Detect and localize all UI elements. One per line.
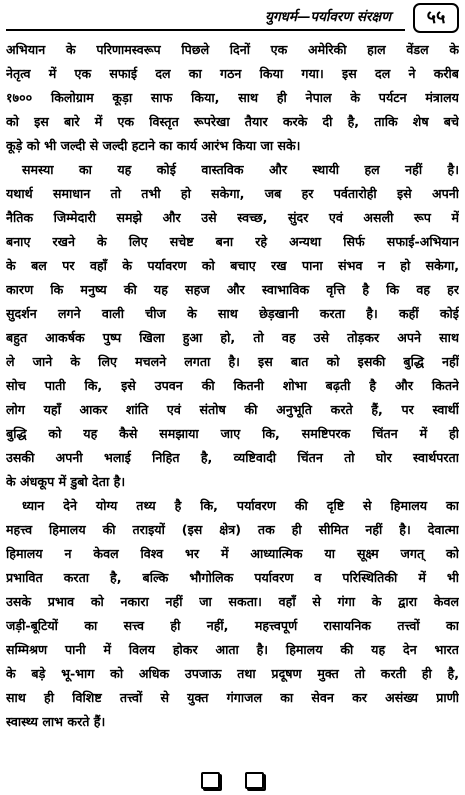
text-line-22: हिमालय न केवल विश्व भर में आध्यात्मिक या सूक्ष्म जगत् को xyxy=(6,546,459,561)
running-head: युगधर्म—पर्यावरण संरक्षण xyxy=(6,5,405,31)
square-ornament-icon xyxy=(201,772,220,789)
text-line-9: बनाए रखने के लिए सचेष्ट बना रहे अन्यथा सिर्फ सफाई-अभियान xyxy=(6,234,459,249)
text-line-20: ध्यान देने योग्य तथ्य है कि, पर्यावरण की दृष्टि से हिमालय का xyxy=(22,498,459,513)
text-line-25: जड़ी-बूटियों का सत्त्व ही नहीं, महत्त्वपूर्ण रासायनिक तत्त्वों का xyxy=(6,618,459,633)
page-header xyxy=(6,3,459,35)
text-line-21: महत्त्व हिमालय की तराइयों (इस क्षेत्र) तक ही सीमित नहीं है। देवात्मा xyxy=(6,522,459,537)
text-line-28: साथ ही विशिष्ट तत्त्वों से युक्त गंगाजल का सेवन कर असंख्य प्राणी xyxy=(6,690,459,705)
text-line-23: प्रभावित करता है, बल्कि भौगोलिक पर्यावरण व परिस्थितिकी में भी xyxy=(6,570,459,585)
text-line-15: सोच पाती कि, इसे उपवन की कितनी शोभा बढ़ती है और कितने xyxy=(6,378,459,393)
text-line-14: ले जाने के लिए मचलने लगता है। इस बात को इसकी बुद्धि नहीं xyxy=(6,354,459,369)
text-line-12: सुदर्शन लगने वाली चीज के साथ छेड़खानी करता है। कहीं कोई xyxy=(6,306,459,321)
page-footer xyxy=(0,770,465,790)
text-line-26: सम्मिश्रण पानी में विलय होकर आता है। हिमालय की यह देन भारत xyxy=(6,642,459,657)
text-line-7: यथार्थ समाधान तो तभी हो सकेगा, जब हर पर्वतारोही इसे अपनी xyxy=(6,186,459,201)
text-line-29: स्वास्थ्य लाभ करते हैं। xyxy=(6,714,106,729)
text-line-13: बहुत आकर्षक पुष्प खिला हुआ हो, तो वह उसे तोड़कर अपने साथ xyxy=(6,330,459,345)
text-line-2: नेतृत्व में एक सफाई दल का गठन किया गया। इस दल ने करीब xyxy=(6,66,459,81)
page-number: ५५ xyxy=(413,3,459,33)
text-line-24: उसके प्रभाव को नकारा नहीं जा सकता। वहाँ से गंगा के द्वारा केवल xyxy=(6,594,459,609)
text-line-18: उसकी अपनी भलाई निहित है, व्यष्टिवादी चिंतन तो घोर स्वार्थपरता xyxy=(6,450,459,465)
text-line-10: के बल पर वहाँ के पर्यावरण को बचाए रख पाना संभव न हो सकेगा, xyxy=(6,258,459,273)
body-text xyxy=(6,38,459,734)
text-line-6: समस्या का यह कोई वास्तविक और स्थायी हल नहीं है। xyxy=(22,162,459,177)
text-line-17: बुद्धि को यह कैसे समझाया जाए कि, समष्टिपरक चिंतन में ही xyxy=(6,426,459,441)
text-line-3: १७०० किलोग्राम कूड़ा साफ किया, साथ ही नेपाल के पर्यटन मंत्रालय xyxy=(6,90,459,105)
text-line-5: कूड़े को भी जल्दी से जल्दी हटाने का कार्य आरंभ किया जा सके। xyxy=(6,138,301,153)
text-line-11: कारण कि मनुष्य की यह सहज और स्वाभाविक वृत्ति है कि वह हर xyxy=(6,282,459,297)
text-line-16: लोग यहाँ आकर शांति एवं संतोष की अनुभूति करते हैं, पर स्वार्थी xyxy=(6,402,459,417)
text-line-8: नैतिक जिम्मेदारी समझे और उसे स्वच्छ, सुंदर एवं असली रूप में xyxy=(6,210,459,225)
text-line-19: के अंधकूप में डुबो देता है। xyxy=(6,474,126,489)
square-ornament-icon xyxy=(245,772,264,789)
text-line-1: अभियान के परिणामस्वरूप पिछले दिनों एक अमेरिकी हाल वेंडल के xyxy=(6,42,459,57)
text-line-4: को इस बारे में एक विस्तृत रूपरेखा तैयार करके दी है, ताकि शेष बचे xyxy=(6,114,459,129)
text-line-27: के बड़े भू-भाग को अधिक उपजाऊ तथा प्रदूषण मुक्त तो करती ही है, xyxy=(6,666,459,681)
